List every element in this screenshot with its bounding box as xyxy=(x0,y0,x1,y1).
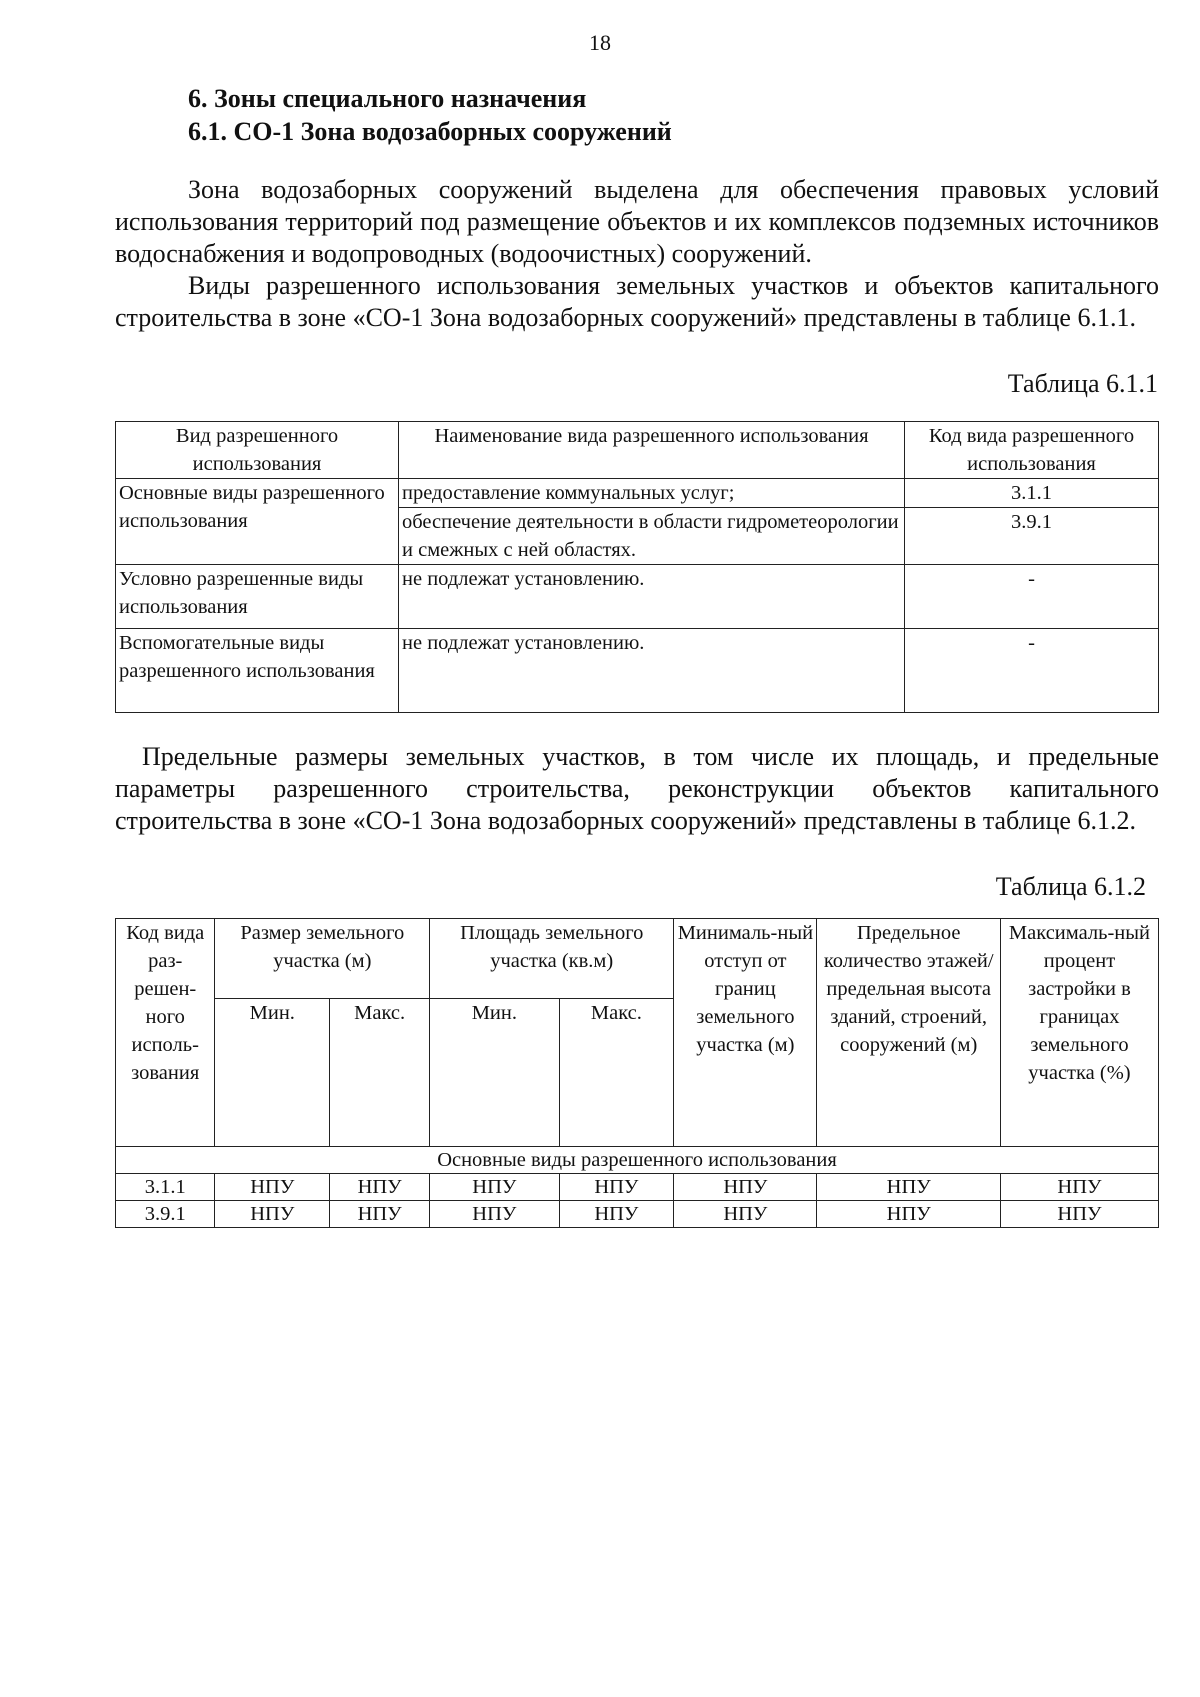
header-area-max: Макс. xyxy=(559,999,674,1147)
cell-value: НПУ xyxy=(430,1174,559,1201)
header-usage-code: Код вида разрешенного использования xyxy=(905,422,1159,479)
header-code: Код вида раз-решен-ного исполь-зования xyxy=(116,919,215,1147)
cell-value: НПУ xyxy=(330,1201,430,1228)
usage-name: не подлежат установлению. xyxy=(399,565,905,629)
cell-value: НПУ xyxy=(215,1174,330,1201)
table-header-row xyxy=(116,919,1159,999)
group-conditional-uses: Условно разрешенные виды использования xyxy=(116,565,399,629)
table-parameters xyxy=(115,918,1159,1228)
table-row xyxy=(116,565,1159,629)
paragraph-usage-types: Виды разрешенного использования земельных участков и объектов капитального строительства в зоне «СО-1 Зона водозаборных сооружений» представлены в таблице 6.1.1. xyxy=(115,271,1159,332)
header-size-max: Макс. xyxy=(330,999,430,1147)
cell-value: НПУ xyxy=(559,1174,674,1201)
header-min-setback: Минималь-ный отступ от границ земельного участка (м) xyxy=(674,919,817,1147)
cell-value: НПУ xyxy=(1000,1201,1158,1228)
usage-code: - xyxy=(905,629,1159,713)
usage-name: предоставление коммунальных услуг; xyxy=(399,479,905,508)
cell-value: НПУ xyxy=(817,1174,1000,1201)
header-usage-kind: Вид разрешенного использования xyxy=(116,422,399,479)
usage-code: 3.9.1 xyxy=(905,508,1159,565)
header-max-floors: Предельное количество этажей/ предельная высота зданий, строений, сооружений (м) xyxy=(817,919,1000,1147)
group-auxiliary-uses: Вспомогательные виды разрешенного использования xyxy=(116,629,399,713)
table-usage-types xyxy=(115,421,1159,713)
table-6-1-1-caption: Таблица 6.1.1 xyxy=(1007,369,1158,398)
table-header-row xyxy=(116,422,1159,479)
header-usage-name: Наименование вида разрешенного использования xyxy=(399,422,905,479)
group-main-uses: Основные виды разрешенного использования xyxy=(116,479,399,565)
table-section-row xyxy=(116,1147,1159,1174)
table-row xyxy=(116,1201,1159,1228)
header-plot-area: Площадь земельного участка (кв.м) xyxy=(430,919,674,999)
cell-value: НПУ xyxy=(674,1201,817,1228)
table-6-1-2-caption: Таблица 6.1.2 xyxy=(995,872,1146,901)
paragraph-zone-purpose: Зона водозаборных сооружений выделена для обеспечения правовых условий использования территорий под размещение объектов и их комплексов подземных источников водоснабжения и водопроводных (водоочистных) сооружений. xyxy=(115,175,1159,268)
subsection-heading: 6.1. СО-1 Зона водозаборных сооружений xyxy=(188,117,672,146)
cell-value: НПУ xyxy=(215,1201,330,1228)
usage-code: 3.1.1 xyxy=(905,479,1159,508)
table-row xyxy=(116,479,1159,508)
table-row xyxy=(116,629,1159,713)
cell-value: НПУ xyxy=(1000,1174,1158,1201)
section-heading: 6. Зоны специального назначения xyxy=(188,84,587,113)
cell-value: НПУ xyxy=(817,1201,1000,1228)
cell-value: НПУ xyxy=(330,1174,430,1201)
cell-value: НПУ xyxy=(559,1201,674,1228)
header-plot-size: Размер земельного участка (м) xyxy=(215,919,430,999)
cell-value: НПУ xyxy=(430,1201,559,1228)
cell-value: НПУ xyxy=(674,1174,817,1201)
table-row xyxy=(116,1174,1159,1201)
header-max-coverage: Максималь-ный процент застройки в границах земельного участка (%) xyxy=(1000,919,1158,1147)
paragraph-parameters: Предельные размеры земельных участков, в том числе их площадь, и предельные параметры разрешенного строительства, реконструкции объектов капитального строительства в зоне «СО-1 Зона водозаборных сооружений» представлены в таблице 6.1.2. xyxy=(115,742,1159,835)
cell-code: 3.9.1 xyxy=(116,1201,215,1228)
usage-name: не подлежат установлению. xyxy=(399,629,905,713)
page-number: 18 xyxy=(589,30,611,55)
usage-name: обеспечение деятельности в области гидрометеорологии и смежных с ней областях. xyxy=(399,508,905,565)
section-main-uses: Основные виды разрешенного использования xyxy=(116,1147,1159,1174)
cell-code: 3.1.1 xyxy=(116,1174,215,1201)
header-area-min: Мин. xyxy=(430,999,559,1147)
header-size-min: Мин. xyxy=(215,999,330,1147)
usage-code: - xyxy=(905,565,1159,629)
